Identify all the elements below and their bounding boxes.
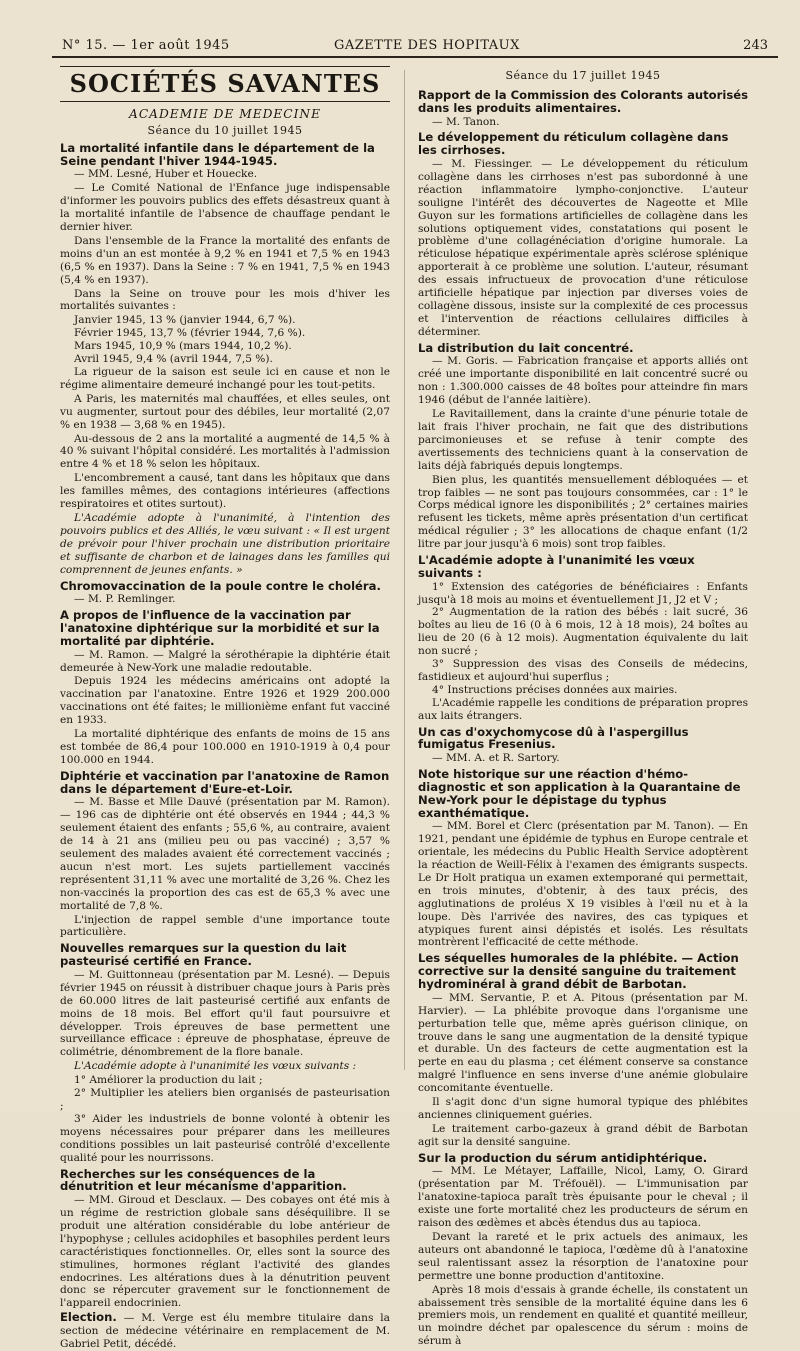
list-item: 1° Améliorer la production du lait ; — [74, 1074, 263, 1087]
issue-number: N° 15. — 1er août 1945 — [62, 38, 230, 53]
section-banner: SOCIÉTÉS SAVANTES — [60, 66, 390, 102]
paragraph: — MM. Giroud et Desclaux. — Des cobayes ont été mis à un régime de restriction globale sans déséquilibre. Il se produit une altération considérable du lobe antérieur de l'hypophyse ; cellules acidophiles et basophiles perdent leurs caractéristiques fonctionnelles. Or, elles sont la source des stimulines, hormones réglant l'activité des glandes endocrines. Les altérations dues à la dénutrition peuvent donc se répercuter gravement sur le fonctionnement de l'appareil endocrinien. — [60, 1194, 390, 1310]
resolution-heading: L'Académie adopte à l'unanimité les vœux suivants : — [418, 553, 695, 580]
paragraph: — M. Verge est élu membre titulaire dans la section de médecine vétérinaire en remplacement de M. Gabriel Petit, décédé. — [60, 1312, 390, 1351]
article-title: La distribution du lait concentré. — [418, 340, 634, 355]
paragraph: — MM. Servantie, P. et A. Pitous (présentation par M. Harvier). — La phlébite provoque dans l'organisme une perturbation telle que, même après guérison clinique, on trouve dans le sang une augmentation de la densité typique et durable. Un des facteurs de cette augmentation est la perte en eau du plasma ; cet élément conserve sa constance malgré l'influence en sens inverse d'une anémie globulaire concomitante éventuelle. — [418, 991, 748, 1095]
article-title: La mortalité infantile dans le département de la Seine pendant l'hiver 1944-1945. — [60, 140, 375, 168]
paragraph: L'Académie rappelle les conditions de préparation propres aux laits étrangers. — [418, 696, 749, 722]
paragraph: Bien plus, les quantités mensuellement débloquées — et trop faibles — ne sont pas toujours consommées, car : 1° le Corps médical ignore les disponibilités ; 2° certaines mairies refusent les tickets, même après présentation d'un certificat médical régulier ; 3° les allocations de chaque enfant (1/2 litre par jour jusqu'à 6 mois) sont trop faibles. — [418, 473, 748, 551]
list-item: Janvier 1945, 13 % (janvier 1944, 6,7 %). — [74, 314, 296, 327]
page-header — [52, 36, 778, 58]
article-title: Chromovaccination de la poule contre le choléra. — [60, 578, 381, 593]
paragraph: Devant la rareté et le prix actuels des animaux, les auteurs ont abandonné le tapioca, l'œdème dû à l'anatoxine seul ralentissant assez la résorption de l'anatoxine pour permettre une bonne production d'antitoxine. — [418, 1230, 748, 1282]
wishes-list — [418, 581, 748, 697]
wishes-list — [60, 1074, 390, 1164]
paragraph: Le traitement carbo-gazeux à grand débit de Barbotan agit sur la densité sanguine. — [418, 1122, 748, 1148]
journal-title: GAZETTE DES HOPITAUX — [334, 38, 520, 53]
session-date: Séance du 17 juillet 1945 — [505, 69, 661, 82]
article-authors: — M. Tanon. — [432, 115, 500, 128]
list-item: 3° Aider les industriels de bonne volonté à obtenir les moyens nécessaires pour préparer dans les meilleures conditions possibles un lait pasteurisé contrôlé d'excellente qualité pour les nourrissons. — [60, 1112, 390, 1164]
mortality-list — [60, 314, 390, 366]
list-item: Mars 1945, 10,9 % (mars 1944, 10,2 %). — [74, 340, 292, 353]
list-item: 2° Multiplier les ateliers bien organisés de pasteurisation ; — [60, 1087, 390, 1112]
paragraph: — M. Fiessinger. — Le développement du réticulum collagène dans les cirrhoses n'est pas subordonné à une réaction inflammatoire lympho-conjonctive. L'auteur souligne l'intérêt des découvertes de Nageotte et Mlle Guyon sur les formations artificielles de collagène dans les solutions optiquement vides, constatations qui posent le problème d'une collagénéciation d'origine humorale. La réticulose hépatique expérimentale après sclérose splénique apporterait à ce problème une solution. L'auteur, résumant des essais infructueux de provocation d'une réticulose artificielle hépatique par injection par diverses voies de collagène dissous, insiste sur la complexité de ces processus et l'intervention de réactions cellulaires difficiles à déterminer. — [418, 158, 748, 338]
right-column — [418, 70, 748, 1349]
article-authors: — MM. A. et R. Sartory. — [432, 752, 560, 765]
article-title: Note historique sur une réaction d'hémo-diagnostic et son application à la Quarantaine de New-York pour le dépistage du typhus exanthématique. — [418, 767, 741, 820]
list-item: 1° Extension des catégories de bénéficiaires : Enfants jusqu'à 18 mois au moins et éventuellement J1, J2 et V ; — [418, 580, 748, 606]
list-item: 4° Instructions précises données aux mairies. — [432, 683, 678, 696]
article-title: Sur la production du sérum antidiphtérique. — [418, 1150, 708, 1165]
paragraph: — MM. Le Métayer, Laffaille, Nicol, Lamy, O. Girard (présentation par M. Tréfouël). — L'immunisation par l'anatoxine-tapioca paraît très épuisante pour le cheval ; il existe une forte mortalité chez les producteurs de sérum en raison des œdèmes et abcès étendus dus au tapioca. — [418, 1165, 748, 1230]
paragraph: — MM. Borel et Clerc (présentation par M. Tanon). — En 1921, pendant une épidémie de typhus en Europe centrale et orientale, les médecins du Public Health Service adoptèrent la réaction de Weill-Félix à l'examen des émigrants suspects. Le Dr Holt pratiqua un examen extemporané qui permettait, en trois minutes, d'obtenir, à des taux précis, des agglutinations de proléus X 19 visibles à l'œil nu et à la loupe. Dès l'arrivée des navires, des cas typiques et atypiques furent ainsi dépistés et isolés. Les résultats montrèrent l'efficacité de cette méthode. — [418, 820, 748, 949]
article-title: A propos de l'influence de la vaccination par l'anatoxine diphtérique sur la morbidité et sur la mortalité par diphtérie. — [60, 608, 380, 648]
column-separator — [404, 70, 405, 1070]
paragraph: L'Académie adopte à l'unanimité, à l'intention des pouvoirs publics et des Alliés, le vœu suivant : « Il est urgent de prévoir pour l'hiver prochain une distribution prioritaire et suffisante de charbon et de lainages dans les familles qui comprennent de jeunes enfants. » — [60, 511, 390, 576]
article-title: Election. — [60, 1310, 117, 1325]
paragraph: Le Ravitaillement, dans la crainte d'une pénurie totale de lait frais l'hiver prochain, ne fait que des distributions parcimonieuses et se refuse à tenir compte des avertissements des techniciens quant à la conservation de laits déjà fabriqués depuis longtemps. — [418, 408, 748, 472]
left-column — [60, 66, 390, 1351]
session-date: Séance du 10 juillet 1945 — [147, 123, 303, 137]
article-title: Le développement du réticulum collagène dans les cirrhoses. — [418, 130, 729, 158]
paragraph: Après 18 mois d'essais à grande échelle, ils constatent un abaissement très sensible de la mortalité équine dans les 6 premiers mois, un rendement en qualité et quantité meilleur, un moindre déchet par opalescence du sérum : moins de sérum à — [418, 1283, 748, 1348]
list-item: 3° Suppression des visas des Conseils de médecins, fastidieux et aujourd'hui superflus ; — [418, 658, 748, 684]
paragraph: Dans l'ensemble de la France la mortalité des enfants de moins d'un an est montée à 9,2 % en 1941 et 7,5 % en 1943 (6,5 % en 1937). Dans la Seine : 7 % en 1941, 7,5 % en 1943 (5,4 % en 1937). — [60, 234, 390, 286]
paragraph: Depuis 1924 les médecins américains ont adopté la vaccination par l'anatoxine. Entre 1926 et 1929 200.000 vaccinations ont été faites; le millionième enfant fut vacciné en 1933. — [60, 675, 390, 727]
article-authors: — MM. Lesné, Huber et Houecke. — [74, 168, 258, 181]
paragraph: — M. Guittonneau (présentation par M. Lesné). — Depuis février 1945 on réussit à distribuer chaque jours à Paris près de 60.000 litres de lait pasteurisé certifié aux enfants de moins de 18 mois. Bel effort qu'il faut poursuivre et développer. Trois épreuves de base permettent une surveillance efficace : épreuve de phosphatase, épreuve de colimétrie, dénombrement de la flore banale. — [60, 968, 390, 1059]
article-title: Rapport de la Commission des Colorants autorisés dans les produits alimentaires. — [418, 87, 749, 115]
article-title: Recherches sur les conséquences de la dénutrition et leur mécanisme d'apparition. — [60, 1166, 347, 1194]
paragraph: — M. Basse et Mlle Dauvé (présentation par M. Ramon). — 196 cas de diphtérie ont été observés en 1944 ; 44,3 % seulement étaient des enfants ; 55,6 %, au contraire, avaient de 14 à 21 ans (milieu peu ou pas vacciné) ; 3,57 % seulement des malades avaient été correctement vaccinés ; aucun n'est mort. Les sujets partiellement vaccinés représentent 31,11 % avec une mortalité de 3,26 %. Chez les non-vaccinés la proportion des cas est de 65,3 % avec une mortalité de 7,8 %. — [60, 796, 390, 912]
paragraph: L'injection de rappel semble d'une importance toute particulière. — [60, 913, 390, 939]
list-item: Avril 1945, 9,4 % (avril 1944, 7,5 %). — [74, 353, 273, 366]
paragraph: Dans la Seine on trouve pour les mois d'hiver les mortalités suivantes : — [60, 287, 390, 313]
article-authors: — M. P. Remlinger. — [74, 593, 176, 606]
paragraph: A Paris, les maternités mal chauffées, et elles seules, ont vu augmenter, surtout pour des débiles, leur mortalité (2,07 % en 1938 — 3,68 % en 1945). — [60, 392, 390, 431]
paragraph: L'Académie adopte à l'unanimité les vœux suivants : — [74, 1060, 357, 1073]
paragraph: La rigueur de la saison est seule ici en cause et non le régime alimentaire demeuré inchangé pour les tout-petits. — [60, 366, 390, 391]
list-item: Février 1945, 13,7 % (février 1944, 7,6 %). — [74, 327, 306, 340]
page-number: 243 — [743, 38, 768, 53]
article-title: Les séquelles humorales de la phlébite. — Action corrective sur la densité sanguine du traitement hydrominéral à grand débit de Barbotan. — [418, 951, 739, 991]
paragraph: — Le Comité National de l'Enfance juge indispensable d'informer les pouvoirs publics des effets désastreux quant à la mortalité infantile de l'absence de chauffage pendant le dernier hiver. — [60, 182, 390, 234]
paragraph: L'encombrement a causé, tant dans les hôpitaux que dans les familles mêmes, des contagions intérieures (affections respiratoires et otites surtout). — [60, 472, 390, 511]
paragraph: — M. Ramon. — Malgré la sérothérapie la diphtérie était demeurée à New-York une maladie redoutable. — [60, 648, 390, 674]
article-title: Diphtérie et vaccination par l'anatoxine de Ramon dans le département d'Eure-et-Loir. — [60, 768, 390, 796]
paragraph: Il s'agit donc d'un signe humoral typique des phlébites anciennes cliniquement guéries. — [418, 1096, 748, 1121]
academy-heading: ACADEMIE DE MEDECINE — [129, 107, 321, 121]
paragraph: La mortalité diphtérique des enfants de moins de 15 ans est tombée de 86,4 pour 100.000 en 1910-1919 à 0,4 pour 100.000 en 1944. — [60, 728, 390, 766]
article-title: Nouvelles remarques sur la question du lait pasteurisé certifié en France. — [60, 941, 347, 969]
list-item: 2° Augmentation de la ration des bébés : lait sucré, 36 boîtes au lieu de 16 (0 à 6 mois, 12 à 18 mois), 24 boîtes au lieu de 20 (6 à 12 mois). Augmentation équivalente du lait non sucré ; — [418, 606, 748, 658]
paragraph: Au-dessous de 2 ans la mortalité a augmenté de 14,5 % à 40 % suivant l'hôpital considéré. Les mortalités à l'admission entre 4 % et 18 % selon les hôpitaux. — [60, 432, 390, 471]
paragraph: — M. Goris. — Fabrication française et apports alliés ont créé une importante disponibilité en lait concentré sucré ou non : 1.300.000 caisses de 48 boîtes pour atteindre fin mars 1946 (début de l'année laitière). — [418, 355, 748, 407]
article-title: Un cas d'oxychomycose dû à l'aspergillus fumigatus Fresenius. — [418, 724, 689, 752]
